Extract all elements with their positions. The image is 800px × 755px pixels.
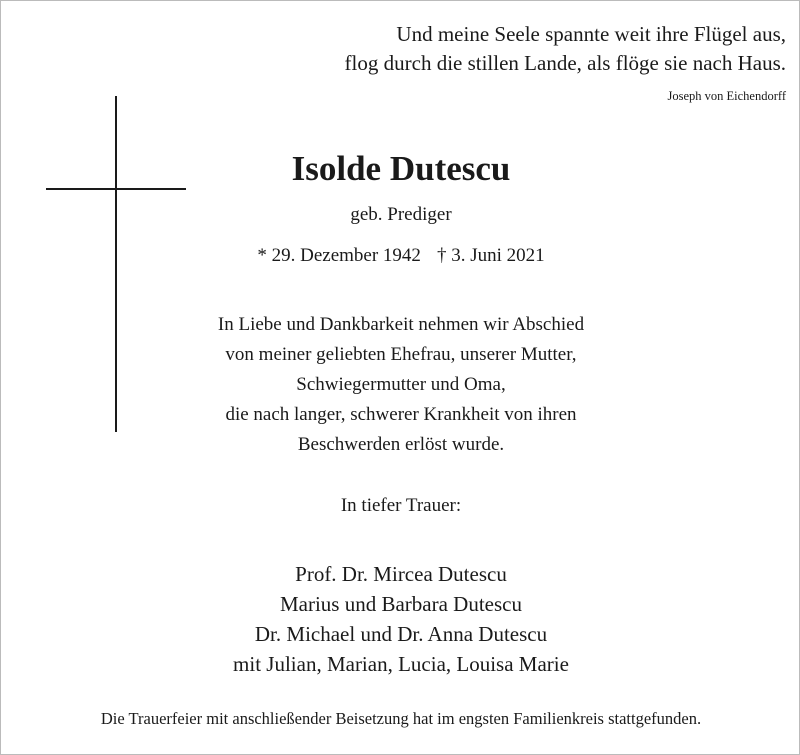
family-list: [1, 559, 800, 679]
message-line: die nach langer, schwerer Krankheit von ihren: [225, 404, 577, 425]
farewell-message: [1, 310, 800, 460]
poem-line: flog durch die stillen Lande, als flöge sie nach Haus.: [344, 51, 786, 75]
ceremony-note: Die Trauerfeier mit anschließender Beisetzung hat im engsten Familienkreis stattgefunden.: [100, 709, 702, 728]
family-member: Marius und Barbara Dutescu: [279, 592, 522, 616]
poem-line: Und meine Seele spannte weit ihre Flügel aus,: [396, 22, 786, 46]
message-line: Beschwerden erlöst wurde.: [297, 434, 505, 455]
birth-date: * 29. Dezember 1942: [257, 245, 421, 266]
message-line: In Liebe und Dankbarkeit nehmen wir Abschied: [217, 314, 585, 335]
mourning-label: In tiefer Trauer:: [340, 495, 462, 516]
family-member: Dr. Michael und Dr. Anna Dutescu: [254, 622, 548, 646]
deceased-name: Isolde Dutescu: [291, 149, 511, 188]
maiden-name: geb. Prediger: [350, 204, 452, 225]
message-line: von meiner geliebten Ehefrau, unserer Mutter,: [225, 344, 577, 365]
family-member: Prof. Dr. Mircea Dutescu: [295, 562, 507, 586]
death-date: † 3. Juni 2021: [436, 245, 545, 266]
life-dates: [1, 244, 800, 268]
family-member: mit Julian, Marian, Lucia, Louisa Marie: [233, 652, 569, 676]
poem-author: Joseph von Eichendorff: [667, 89, 786, 103]
poem-quote: [345, 20, 786, 78]
message-line: Schwiegermutter und Oma,: [296, 374, 506, 395]
